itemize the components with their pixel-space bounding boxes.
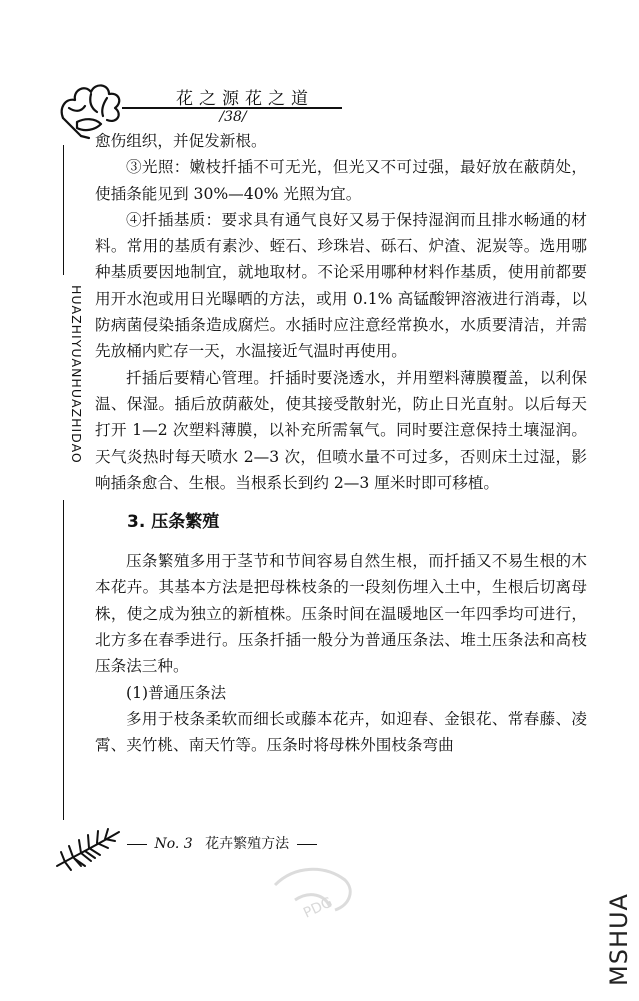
side-title: HUAZHIYUANHUAZHIDAO <box>69 285 84 464</box>
side-rule-bottom <box>63 500 64 820</box>
chapter-number: No. 3 <box>154 836 193 852</box>
paragraph-aftercare: 扦插后要精心管理。扦插时要浇透水，并用塑料薄膜覆盖，以利保温、保湿。插后放荫蔽处，使其接受散射光，防止日光直射。以后每天打开 1—2 次塑料薄膜，以补充所需氧气。同时要注意保持土壤湿润。天气炎热时每天喷水 2—3 次，但喷水量不可过多，否则床土过湿，影响插条愈合、生根。当根系长到约 2—3 厘米时即可移植。 <box>95 368 587 492</box>
pdg-watermark <box>255 845 385 940</box>
fern-ornament-icon <box>55 826 123 872</box>
corner-mark: MSHUA <box>605 893 633 987</box>
paragraph-light: ③光照：嫩枝扦插不可无光，但光又不可过强，最好放在蔽荫处，使插条能见到 30%—40% 光照为宜。 <box>95 158 587 203</box>
body-text <box>95 128 587 759</box>
section-heading: 3. 压条繁殖 <box>127 512 220 533</box>
paragraph-common-layering: 多用于枝条柔软而细长或藤本花卉，如迎春、金银花、常春藤、凌霄、夹竹桃、南天竹等。压条时将母株外围枝条弯曲 <box>95 709 587 755</box>
watermark-text: PDG <box>301 894 336 922</box>
paragraph-layering-intro: 压条繁殖多用于茎节和节间容易自然生根，而扦插又不易生根的木本花卉。其基本方法是把母株枝条的一段刻伤埋入土中，生根后切离母株，使之成为独立的新植株。压条时间在温暖地区一年四季均可进行，北方多在春季进行。压条扦插一般分为普通压条法、堆土压条法和高枝压条法三种。 <box>95 552 587 676</box>
chapter-title: 花卉繁殖方法 <box>205 836 290 852</box>
side-rule-top <box>63 145 64 275</box>
paragraph-substrate: ④扦插基质：要求具有通气良好又易于保持湿润而且排水畅通的材料。常用的基质有素沙、蛭石、珍珠岩、砾石、炉渣、泥炭等。选用哪种基质要因地制宜，就地取材。不论采用哪种材料作基质，使用前都要用开水泡或用日光曝晒的方法，或用 0.1% 高锰酸钾溶液进行消毒，以防病菌侵染插条造成腐烂。水插时应注意经常换水，水质要清洁，并需先放桶内贮存一天，水温接近气温时再使用。 <box>95 210 587 361</box>
running-title: 花之源花之道 <box>176 89 314 109</box>
watermark-seal-icon <box>255 845 385 940</box>
subheading-common-layering: (1)普通压条法 <box>126 683 227 702</box>
paragraph-continued: 愈伤组织，并促发新根。 <box>95 132 267 150</box>
page-number: /38/ <box>219 109 247 125</box>
footer-dash-left <box>127 844 147 845</box>
